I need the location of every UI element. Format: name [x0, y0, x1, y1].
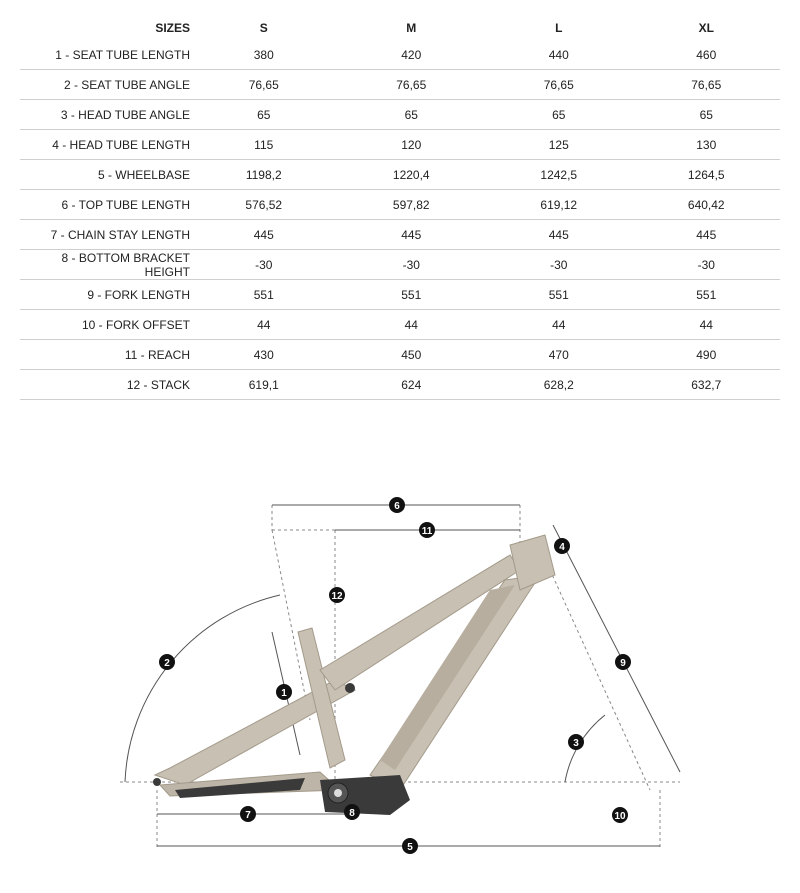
marker-10	[612, 807, 628, 823]
cell-value: 619,12	[485, 190, 633, 220]
table-row	[20, 370, 780, 400]
cell-value: 76,65	[485, 70, 633, 100]
cell-value: 551	[633, 280, 781, 310]
cell-value: 445	[190, 220, 338, 250]
marker-11	[419, 522, 435, 538]
table-row	[20, 40, 780, 70]
cell-value: 551	[485, 280, 633, 310]
row-label: 1 - SEAT TUBE LENGTH	[20, 40, 190, 70]
table-row	[20, 160, 780, 190]
cell-value: 551	[190, 280, 338, 310]
cell-value: -30	[485, 250, 633, 280]
cell-value: 420	[338, 40, 486, 70]
cell-value: -30	[338, 250, 486, 280]
cell-value: 430	[190, 340, 338, 370]
cell-value: 65	[633, 100, 781, 130]
table-row	[20, 100, 780, 130]
bike-frame	[153, 535, 555, 815]
cell-value: 115	[190, 130, 338, 160]
table-row	[20, 220, 780, 250]
cell-value: 76,65	[338, 70, 486, 100]
row-label: 6 - TOP TUBE LENGTH	[20, 190, 190, 220]
size-header-l: L	[555, 21, 563, 35]
marker-4	[554, 538, 570, 554]
cell-value: 450	[338, 340, 486, 370]
cell-value: 44	[190, 310, 338, 340]
cell-value: 44	[633, 310, 781, 340]
row-label: 12 - STACK	[20, 370, 190, 400]
size-header-m: M	[406, 21, 417, 35]
cell-value: 65	[485, 100, 633, 130]
cell-value: 576,52	[190, 190, 338, 220]
svg-text:6: 6	[394, 501, 400, 512]
geometry-table	[20, 16, 780, 400]
svg-text:10: 10	[614, 811, 626, 822]
row-label: 3 - HEAD TUBE ANGLE	[20, 100, 190, 130]
marker-9	[615, 654, 631, 670]
cell-value: 1242,5	[485, 160, 633, 190]
cell-value: -30	[633, 250, 781, 280]
cell-value: 125	[485, 130, 633, 160]
table-row	[20, 70, 780, 100]
svg-text:7: 7	[245, 810, 251, 821]
cell-value: 130	[633, 130, 781, 160]
row-label: 8 - BOTTOM BRACKET HEIGHT	[20, 250, 190, 280]
svg-text:8: 8	[349, 808, 355, 819]
table-row	[20, 130, 780, 160]
marker-12	[329, 587, 345, 603]
cell-value: 44	[338, 310, 486, 340]
cell-value: 460	[633, 40, 781, 70]
geometry-table-body	[20, 40, 780, 400]
cell-value: 551	[338, 280, 486, 310]
table-row	[20, 280, 780, 310]
cell-value: 445	[633, 220, 781, 250]
cell-value: 624	[338, 370, 486, 400]
table-row	[20, 190, 780, 220]
cell-value: 640,42	[633, 190, 781, 220]
cell-value: 445	[338, 220, 486, 250]
marker-8	[344, 804, 360, 820]
cell-value: 76,65	[633, 70, 781, 100]
cell-value: 120	[338, 130, 486, 160]
size-header-s: S	[259, 21, 268, 35]
marker-5	[402, 838, 418, 854]
svg-text:1: 1	[281, 688, 287, 699]
cell-value: 65	[338, 100, 486, 130]
frame-geometry-diagram	[0, 420, 800, 893]
cell-value: 628,2	[485, 370, 633, 400]
cell-value: 490	[633, 340, 781, 370]
svg-text:11: 11	[421, 526, 433, 537]
table-row	[20, 250, 780, 280]
cell-value: 380	[190, 40, 338, 70]
cell-value: 440	[485, 40, 633, 70]
row-label: 9 - FORK LENGTH	[20, 280, 190, 310]
cell-value: 445	[485, 220, 633, 250]
sizes-header: SIZES	[155, 21, 190, 35]
svg-text:4: 4	[559, 542, 565, 553]
size-header-xl: XL	[698, 21, 714, 35]
cell-value: 1220,4	[338, 160, 486, 190]
row-label: 10 - FORK OFFSET	[20, 310, 190, 340]
table-row	[20, 340, 780, 370]
table-header-row	[20, 16, 780, 40]
svg-text:2: 2	[164, 658, 170, 669]
marker-2	[159, 654, 175, 670]
row-label: 7 - CHAIN STAY LENGTH	[20, 220, 190, 250]
marker-1	[276, 684, 292, 700]
svg-text:3: 3	[573, 738, 579, 749]
marker-3	[568, 734, 584, 750]
cell-value: 1198,2	[190, 160, 338, 190]
cell-value: 619,1	[190, 370, 338, 400]
svg-text:5: 5	[407, 842, 413, 853]
cell-value: 597,82	[338, 190, 486, 220]
cell-value: 470	[485, 340, 633, 370]
cell-value: 44	[485, 310, 633, 340]
svg-text:9: 9	[620, 658, 626, 669]
row-label: 11 - REACH	[20, 340, 190, 370]
cell-value: 65	[190, 100, 338, 130]
cell-value: 76,65	[190, 70, 338, 100]
marker-7	[240, 806, 256, 822]
cell-value: -30	[190, 250, 338, 280]
table-row	[20, 310, 780, 340]
row-label: 2 - SEAT TUBE ANGLE	[20, 70, 190, 100]
cell-value: 1264,5	[633, 160, 781, 190]
cell-value: 632,7	[633, 370, 781, 400]
marker-6	[389, 497, 405, 513]
row-label: 4 - HEAD TUBE LENGTH	[20, 130, 190, 160]
svg-text:12: 12	[331, 591, 343, 602]
row-label: 5 - WHEELBASE	[20, 160, 190, 190]
